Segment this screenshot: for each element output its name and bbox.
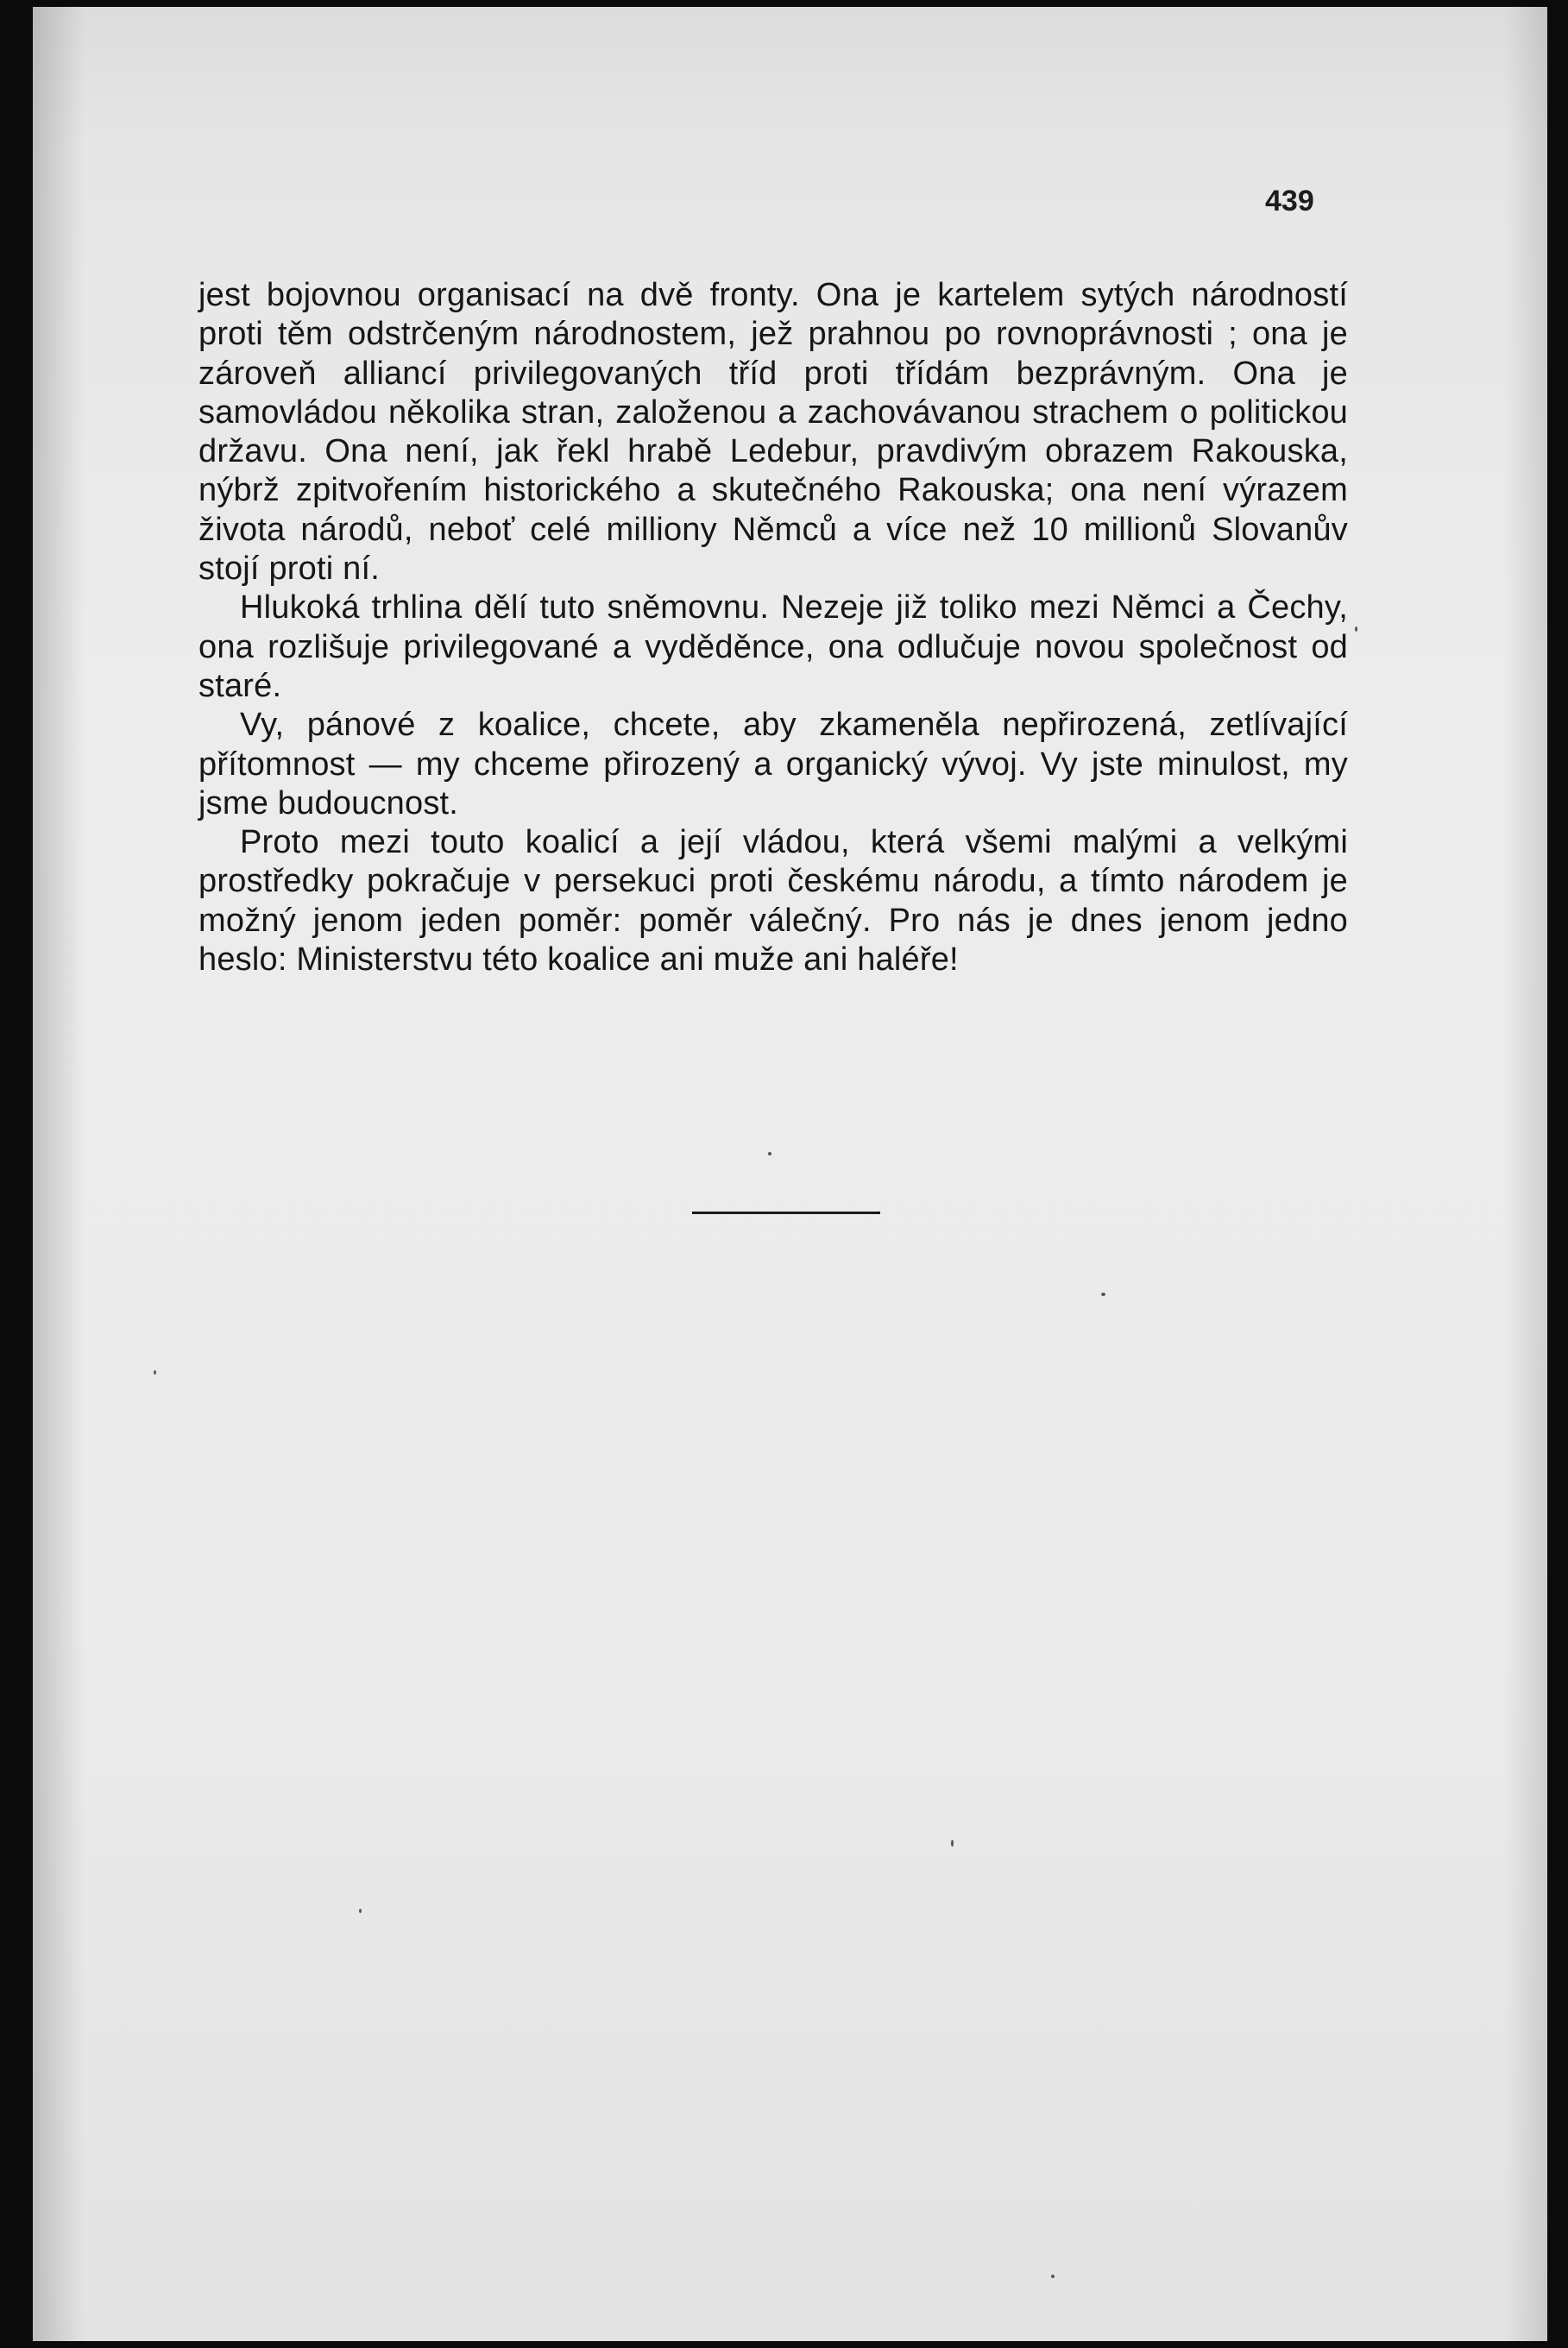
scan-speck bbox=[951, 1840, 954, 1847]
page-number: 439 bbox=[1265, 185, 1314, 217]
paragraph-2: Hlukoká trhlina dělí tuto sněmovnu. Nezeje již toliko mezi Němci a Čechy, ona rozlišuje privilegované a vyděděnce, ona odlučuje novou společnost od staré. bbox=[198, 589, 1348, 704]
paragraph-1: jest bojovnou organisací na dvě fronty. Ona je kartelem sytých národností proti těm odstrčeným národnostem, jež prahnou po rovnoprávnosti ; ona je zároveň alliancí privilegovaných tříd proti třídám bezprávným. Ona je samovládou několika stran, založenou a zachovávanou strachem o politickou državu. Ona není, jak řekl hrabě Ledebur, pravdivým obrazem Rakouska, nýbrž zpitvořením historického a skutečného Rakouska; ona není výrazem života národů, neboť celé milliony Němců a více než 10 millionů Slovanův stojí proti ní. bbox=[198, 277, 1348, 588]
scan-speck bbox=[768, 1152, 771, 1155]
scanned-page bbox=[33, 7, 1547, 2341]
scan-speck bbox=[1101, 1293, 1105, 1296]
section-separator-rule bbox=[692, 1212, 880, 1214]
scan-speck bbox=[359, 1909, 362, 1913]
paragraph-3: Vy, pánové z koalice, chcete, aby zkameněla nepřirozená, zetlívající přítomnost — my chceme přirozený a organický vývoj. Vy jste minulost, my jsme budoucnost. bbox=[198, 707, 1348, 821]
scan-speck bbox=[1051, 2275, 1055, 2278]
body-text bbox=[198, 276, 1348, 979]
paragraph-4: Proto mezi touto koalicí a její vládou, která všemi malými a velkými prostředky pokračuje v persekuci proti českému národu, a tímto národem je možný jenom jeden poměr: poměr válečný. Pro nás je dnes jenom jedno heslo: Ministerstvu této koalice ani muže ani haléře! bbox=[198, 824, 1348, 979]
scan-speck bbox=[154, 1370, 156, 1375]
scan-speck bbox=[1355, 626, 1357, 632]
